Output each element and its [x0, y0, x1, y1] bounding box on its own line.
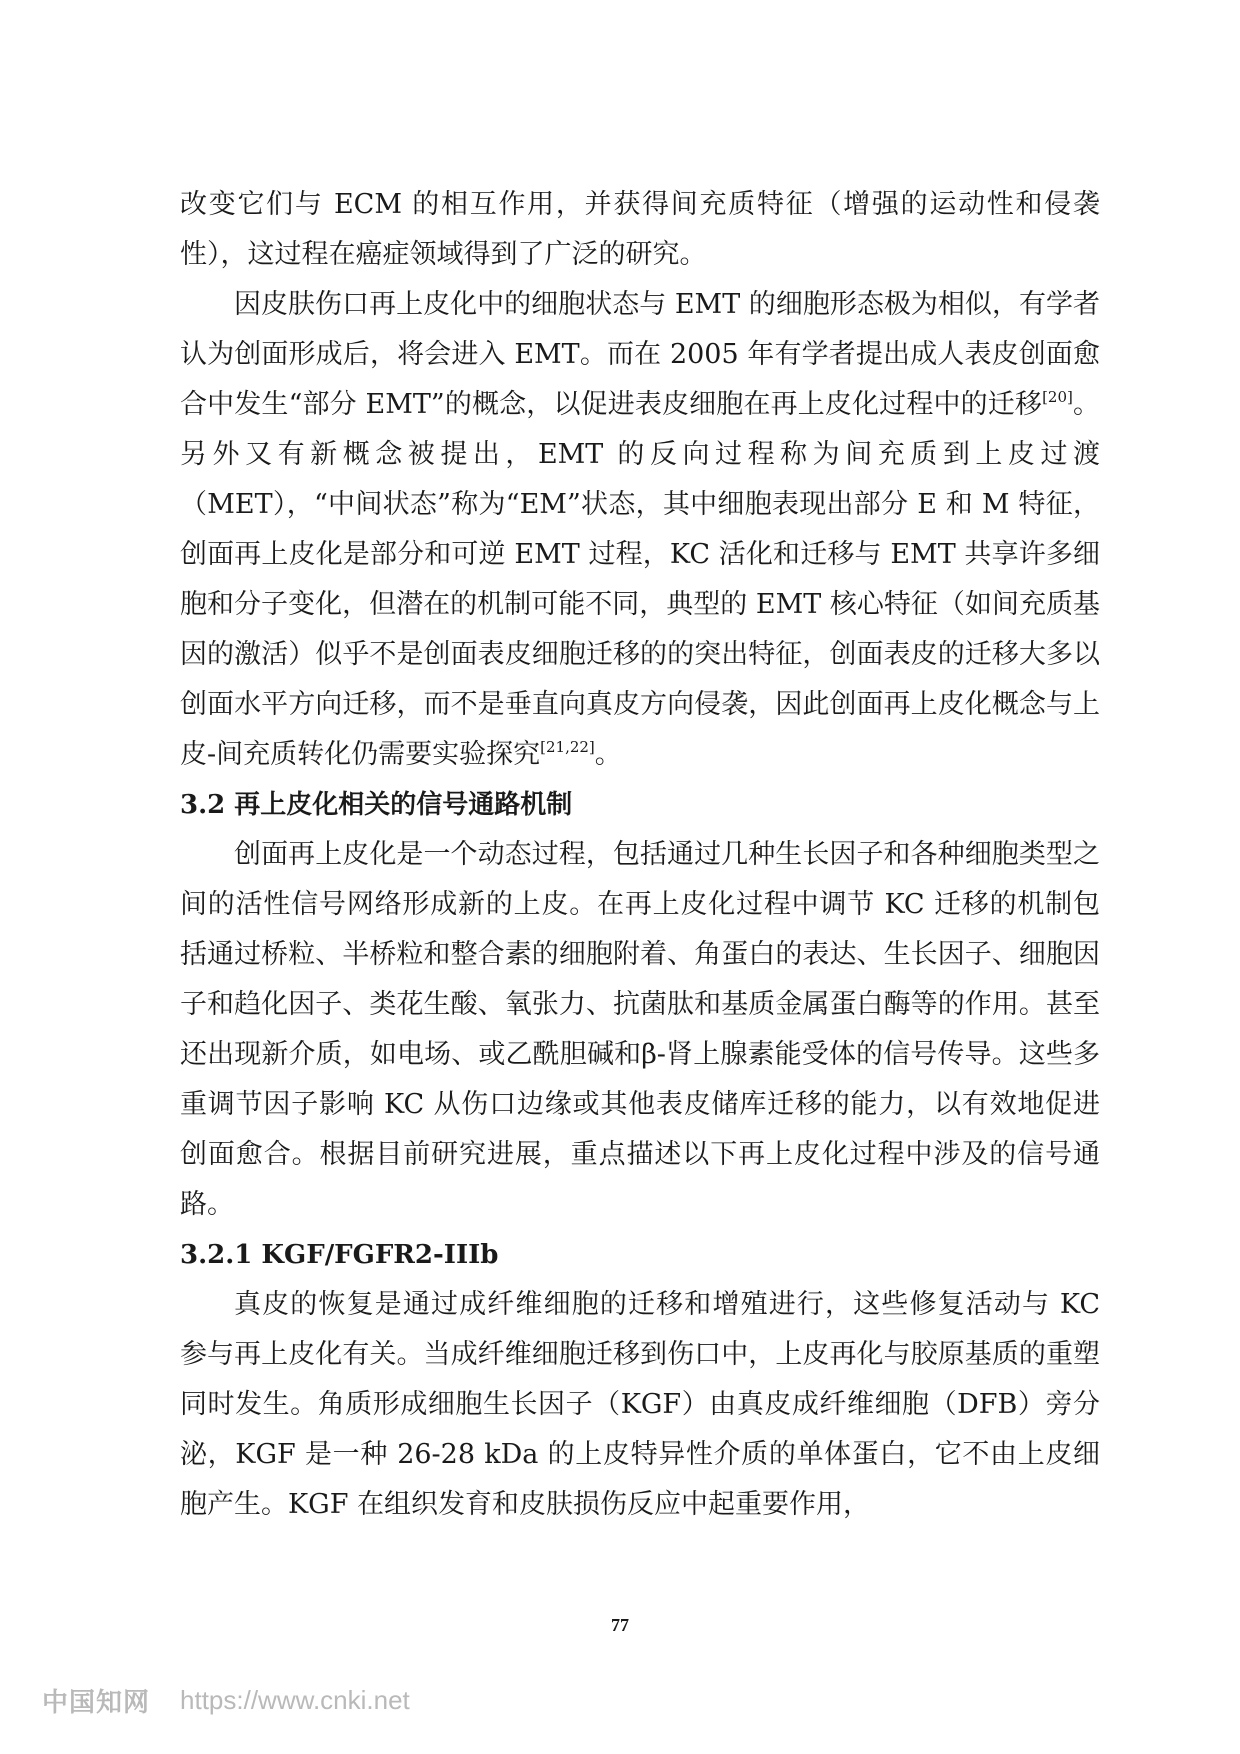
- subsection-heading: 3.2.1 KGF/FGFR2-IIIb: [180, 1240, 499, 1270]
- paragraph: [180, 280, 1100, 780]
- paragraph: 改变它们与 ECM 的相互作用，并获得间充质特征（增强的运动性和侵袭性），这过程在癌症领域得到了广泛的研究。: [180, 189, 1100, 270]
- watermark: [42, 1682, 410, 1719]
- body-text: [180, 180, 1100, 1530]
- paragraph-text: 。另外又有新概念被提出，EMT 的反向过程称为间充质到上皮过渡（MET），“中间状态”称为“EM”状态，其中细胞表现出部分 E 和 M 特征，创面再上皮化是部分和可逆 EMT 过程，KC 活化和迁移与 EMT 共享许多细胞和分子变化，但潜在的机制可能不同，典型的 EMT 核心特征（如间充质基因的激活）似乎不是创面表皮细胞迁移的的突出特征，创面表皮的迁移大多以创面水平方向迁移，而不是垂直向真皮方向侵袭，因此创面再上皮化概念与上皮-间充质转化仍需要实验探究: [180, 389, 1101, 770]
- watermark-logo: 中国知网: [42, 1688, 151, 1718]
- section-heading: 3.2 再上皮化相关的信号通路机制: [180, 790, 573, 820]
- paragraph-text: 。: [594, 739, 622, 770]
- paragraph-text: 因皮肤伤口再上皮化中的细胞状态与 EMT 的细胞形态极为相似，有学者认为创面形成后，将会进入 EMT。而在 2005 年有学者提出成人表皮创面愈合中发生“部分 EMT”的概念，以促进表皮细胞在再上皮化过程中的迁移: [180, 289, 1100, 420]
- citation-ref[interactable]: [20]: [1042, 388, 1073, 406]
- citation-ref[interactable]: [21,22]: [540, 738, 595, 756]
- watermark-url: https://www.cnki.net: [180, 1685, 410, 1715]
- page-number: 77: [611, 1615, 629, 1635]
- paragraph: 真皮的恢复是通过成纤维细胞的迁移和增殖进行，这些修复活动与 KC 参与再上皮化有关。当成纤维细胞迁移到伤口中，上皮再化与胶原基质的重塑同时发生。角质形成细胞生长因子（KGF）由真皮成纤维细胞（DFB）旁分泌，KGF 是一种 26-28 kDa 的上皮特异性介质的单体蛋白，它不由上皮细胞产生。KGF 在组织发育和皮肤损伤反应中起重要作用，: [180, 1289, 1100, 1520]
- paragraph: 创面再上皮化是一个动态过程，包括通过几种生长因子和各种细胞类型之间的活性信号网络形成新的上皮。在再上皮化过程中调节 KC 迁移的机制包括通过桥粒、半桥粒和整合素的细胞附着、角蛋白的表达、生长因子、细胞因子和趋化因子、类花生酸、氧张力、抗菌肽和基质金属蛋白酶等的作用。甚至还出现新介质，如电场、或乙酰胆碱和β-肾上腺素能受体的信号传导。这些多重调节因子影响 KC 从伤口边缘或其他表皮储库迁移的能力，以有效地促进创面愈合。根据目前研究进展，重点描述以下再上皮化过程中涉及的信号通路。: [180, 839, 1100, 1220]
